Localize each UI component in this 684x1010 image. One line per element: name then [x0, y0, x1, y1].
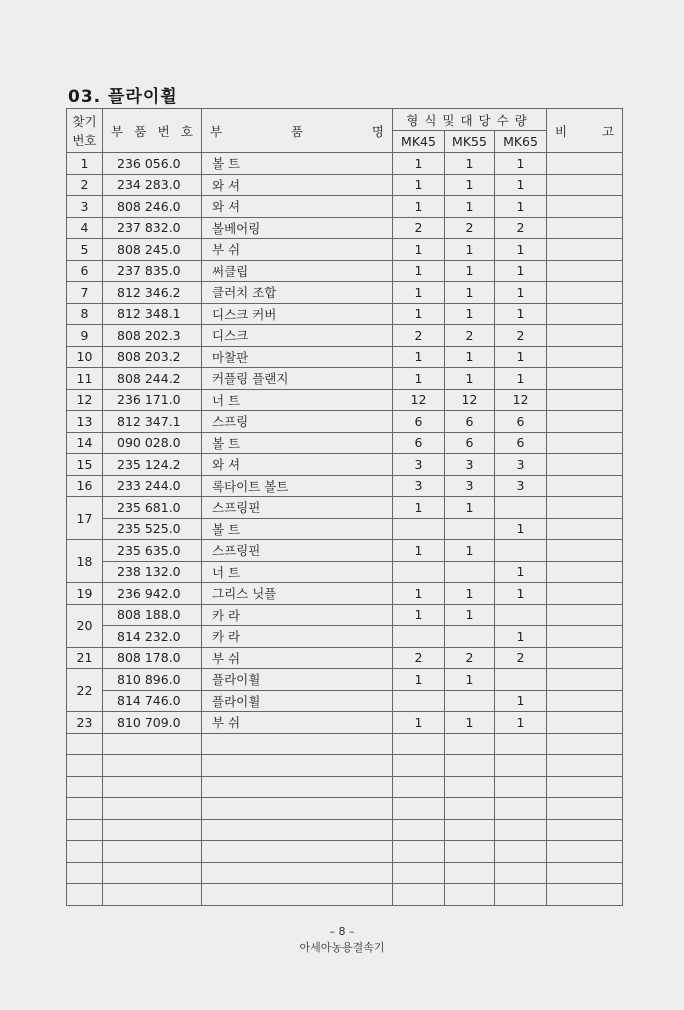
header-model-mk55: MK55: [445, 131, 495, 153]
remark-cell: [547, 325, 623, 347]
header-part-number: 부 품 번 호: [103, 109, 202, 153]
part-number-cell: 235 635.0: [103, 540, 202, 562]
table-row: [67, 454, 623, 476]
blank-cell: [67, 798, 103, 820]
blank-row: [67, 884, 623, 906]
table-row: [67, 389, 623, 411]
qty-mk65-cell: [495, 497, 547, 519]
part-name-cell: 스프링핀: [202, 540, 393, 562]
part-name-cell: 그리스 닛플: [202, 583, 393, 605]
blank-cell: [103, 755, 202, 777]
qty-mk65-cell: 1: [495, 196, 547, 218]
find-number-cell: 20: [67, 604, 103, 647]
blank-cell: [393, 884, 445, 906]
part-number-cell: 234 283.0: [103, 174, 202, 196]
header-find-number-line2: 번호: [72, 132, 97, 148]
remark-cell: [547, 647, 623, 669]
find-number-cell: 18: [67, 540, 103, 583]
blank-cell: [393, 819, 445, 841]
find-number-cell: 11: [67, 368, 103, 390]
qty-mk55-cell: [445, 690, 495, 712]
part-name-cell: 볼 트: [202, 518, 393, 540]
remark-cell: [547, 260, 623, 282]
blank-cell: [547, 755, 623, 777]
table-row: [67, 518, 623, 540]
remark-cell: [547, 540, 623, 562]
qty-mk55-cell: 1: [445, 282, 495, 304]
qty-mk45-cell: 1: [393, 583, 445, 605]
qty-mk55-cell: 1: [445, 604, 495, 626]
blank-row: [67, 841, 623, 863]
qty-mk65-cell: [495, 604, 547, 626]
qty-mk55-cell: 1: [445, 540, 495, 562]
table-row: [67, 604, 623, 626]
remark-cell: [547, 583, 623, 605]
table-row: [67, 475, 623, 497]
find-number-cell: 4: [67, 217, 103, 239]
qty-mk55-cell: [445, 561, 495, 583]
part-number-cell: 812 348.1: [103, 303, 202, 325]
remark-cell: [547, 346, 623, 368]
qty-mk45-cell: 1: [393, 604, 445, 626]
table-row: [67, 497, 623, 519]
part-name-cell: 와 셔: [202, 174, 393, 196]
qty-mk45-cell: 3: [393, 475, 445, 497]
remark-cell: [547, 174, 623, 196]
part-number-cell: 812 346.2: [103, 282, 202, 304]
qty-mk45-cell: 1: [393, 174, 445, 196]
blank-cell: [67, 733, 103, 755]
blank-cell: [393, 733, 445, 755]
qty-mk55-cell: [445, 518, 495, 540]
part-name-cell: 부 쉬: [202, 239, 393, 261]
blank-cell: [103, 733, 202, 755]
blank-cell: [547, 733, 623, 755]
parts-table: [66, 108, 623, 906]
blank-cell: [67, 884, 103, 906]
table-row: [67, 626, 623, 648]
remark-cell: [547, 411, 623, 433]
find-number-cell: 21: [67, 647, 103, 669]
blank-cell: [67, 841, 103, 863]
qty-mk55-cell: 3: [445, 475, 495, 497]
blank-cell: [103, 862, 202, 884]
qty-mk55-cell: 1: [445, 260, 495, 282]
qty-mk65-cell: 1: [495, 303, 547, 325]
header-find-number-line1: 찾기: [72, 113, 97, 129]
table-row: [67, 647, 623, 669]
qty-mk65-cell: 2: [495, 325, 547, 347]
qty-mk65-cell: 1: [495, 368, 547, 390]
table-row: [67, 669, 623, 691]
blank-cell: [495, 819, 547, 841]
part-name-cell: 커플링 플랜지: [202, 368, 393, 390]
remark-cell: [547, 282, 623, 304]
part-number-cell: 808 203.2: [103, 346, 202, 368]
qty-mk65-cell: 3: [495, 475, 547, 497]
blank-cell: [202, 733, 393, 755]
qty-mk65-cell: [495, 669, 547, 691]
table-row: [67, 260, 623, 282]
qty-mk65-cell: 1: [495, 282, 547, 304]
blank-cell: [495, 884, 547, 906]
table-row: [67, 540, 623, 562]
part-name-cell: 너 트: [202, 561, 393, 583]
part-name-cell: 카 라: [202, 604, 393, 626]
qty-mk65-cell: 2: [495, 647, 547, 669]
remark-cell: [547, 217, 623, 239]
table-row: [67, 325, 623, 347]
blank-cell: [393, 841, 445, 863]
find-number-cell: 8: [67, 303, 103, 325]
find-number-cell: 15: [67, 454, 103, 476]
table-row: [67, 153, 623, 175]
qty-mk65-cell: 1: [495, 583, 547, 605]
blank-cell: [445, 733, 495, 755]
part-name-cell: 디스크 커버: [202, 303, 393, 325]
blank-cell: [393, 755, 445, 777]
table-row: [67, 583, 623, 605]
find-number-cell: 19: [67, 583, 103, 605]
blank-cell: [495, 776, 547, 798]
blank-cell: [547, 819, 623, 841]
remark-cell: [547, 626, 623, 648]
blank-row: [67, 819, 623, 841]
part-name-cell: 록타이트 볼트: [202, 475, 393, 497]
part-name-cell: 와 셔: [202, 454, 393, 476]
qty-mk45-cell: [393, 690, 445, 712]
qty-mk55-cell: 1: [445, 346, 495, 368]
header-qty-group: 형식및대당수량: [393, 109, 547, 131]
qty-mk45-cell: 1: [393, 497, 445, 519]
blank-row: [67, 776, 623, 798]
qty-mk55-cell: 1: [445, 497, 495, 519]
table-row: [67, 432, 623, 454]
parts-table-body: [67, 153, 623, 906]
header-model-mk45: MK45: [393, 131, 445, 153]
part-name-cell: 마찰판: [202, 346, 393, 368]
part-number-cell: 808 246.0: [103, 196, 202, 218]
blank-cell: [547, 798, 623, 820]
table-row: [67, 690, 623, 712]
qty-mk45-cell: 1: [393, 239, 445, 261]
qty-mk65-cell: 2: [495, 217, 547, 239]
qty-mk65-cell: 1: [495, 260, 547, 282]
blank-cell: [495, 733, 547, 755]
find-number-cell: 17: [67, 497, 103, 540]
blank-row: [67, 862, 623, 884]
blank-cell: [445, 862, 495, 884]
blank-cell: [103, 798, 202, 820]
qty-mk65-cell: 3: [495, 454, 547, 476]
blank-cell: [393, 862, 445, 884]
find-number-cell: 22: [67, 669, 103, 712]
qty-mk55-cell: 1: [445, 583, 495, 605]
blank-cell: [547, 841, 623, 863]
table-row: [67, 217, 623, 239]
qty-mk45-cell: 1: [393, 712, 445, 734]
qty-mk45-cell: [393, 626, 445, 648]
part-number-cell: 808 178.0: [103, 647, 202, 669]
blank-cell: [103, 819, 202, 841]
blank-cell: [202, 798, 393, 820]
blank-cell: [202, 862, 393, 884]
qty-mk55-cell: 1: [445, 196, 495, 218]
find-number-cell: 9: [67, 325, 103, 347]
part-number-cell: 235 681.0: [103, 497, 202, 519]
find-number-cell: 6: [67, 260, 103, 282]
remark-cell: [547, 239, 623, 261]
part-name-cell: 써클립: [202, 260, 393, 282]
part-number-cell: 808 245.0: [103, 239, 202, 261]
qty-mk65-cell: 1: [495, 712, 547, 734]
qty-mk45-cell: 1: [393, 153, 445, 175]
qty-mk45-cell: 12: [393, 389, 445, 411]
part-name-cell: 디스크: [202, 325, 393, 347]
qty-mk45-cell: 1: [393, 282, 445, 304]
qty-mk55-cell: 1: [445, 174, 495, 196]
part-number-cell: 808 188.0: [103, 604, 202, 626]
remark-cell: [547, 475, 623, 497]
remark-cell: [547, 432, 623, 454]
table-row: [67, 282, 623, 304]
part-number-cell: 235 124.2: [103, 454, 202, 476]
part-name-cell: 카 라: [202, 626, 393, 648]
find-number-cell: 3: [67, 196, 103, 218]
find-number-cell: 7: [67, 282, 103, 304]
find-number-cell: 2: [67, 174, 103, 196]
part-name-cell: 스프링핀: [202, 497, 393, 519]
blank-cell: [202, 819, 393, 841]
part-number-cell: 233 244.0: [103, 475, 202, 497]
find-number-cell: 23: [67, 712, 103, 734]
qty-mk65-cell: 1: [495, 561, 547, 583]
part-number-cell: 812 347.1: [103, 411, 202, 433]
remark-cell: [547, 561, 623, 583]
part-number-cell: 237 832.0: [103, 217, 202, 239]
blank-cell: [202, 884, 393, 906]
qty-mk65-cell: 1: [495, 174, 547, 196]
remark-cell: [547, 153, 623, 175]
qty-mk45-cell: 1: [393, 196, 445, 218]
blank-cell: [445, 819, 495, 841]
part-name-cell: 부 쉬: [202, 647, 393, 669]
part-name-cell: 너 트: [202, 389, 393, 411]
header-part-name: 부 품 명: [202, 109, 393, 153]
qty-mk45-cell: 6: [393, 411, 445, 433]
qty-mk45-cell: 2: [393, 217, 445, 239]
qty-mk55-cell: 6: [445, 411, 495, 433]
find-number-cell: 13: [67, 411, 103, 433]
qty-mk55-cell: 3: [445, 454, 495, 476]
part-number-cell: 236 942.0: [103, 583, 202, 605]
blank-row: [67, 755, 623, 777]
qty-mk55-cell: 1: [445, 712, 495, 734]
blank-row: [67, 798, 623, 820]
header-find-number: [67, 109, 103, 153]
qty-mk55-cell: 1: [445, 368, 495, 390]
qty-mk55-cell: 6: [445, 432, 495, 454]
blank-cell: [445, 798, 495, 820]
table-row: [67, 346, 623, 368]
qty-mk65-cell: 1: [495, 690, 547, 712]
blank-cell: [495, 798, 547, 820]
qty-mk45-cell: 1: [393, 260, 445, 282]
blank-cell: [67, 755, 103, 777]
qty-mk65-cell: 1: [495, 346, 547, 368]
qty-mk65-cell: 6: [495, 411, 547, 433]
qty-mk65-cell: 1: [495, 153, 547, 175]
blank-cell: [103, 841, 202, 863]
table-row: [67, 303, 623, 325]
remark-cell: [547, 368, 623, 390]
qty-mk55-cell: 1: [445, 153, 495, 175]
remark-cell: [547, 690, 623, 712]
part-number-cell: 810 896.0: [103, 669, 202, 691]
part-name-cell: 볼베어링: [202, 217, 393, 239]
table-row: [67, 368, 623, 390]
qty-mk45-cell: [393, 518, 445, 540]
blank-cell: [495, 862, 547, 884]
qty-mk55-cell: 1: [445, 303, 495, 325]
table-row: [67, 239, 623, 261]
header-model-mk65: MK65: [495, 131, 547, 153]
part-number-cell: 090 028.0: [103, 432, 202, 454]
blank-cell: [445, 884, 495, 906]
blank-cell: [202, 776, 393, 798]
qty-mk45-cell: 1: [393, 540, 445, 562]
part-number-cell: 808 202.3: [103, 325, 202, 347]
qty-mk65-cell: 12: [495, 389, 547, 411]
part-name-cell: 플라이휠: [202, 690, 393, 712]
blank-cell: [103, 776, 202, 798]
remark-cell: [547, 497, 623, 519]
part-name-cell: 볼 트: [202, 153, 393, 175]
find-number-cell: 5: [67, 239, 103, 261]
table-row: [67, 411, 623, 433]
blank-cell: [67, 776, 103, 798]
qty-mk65-cell: 1: [495, 518, 547, 540]
part-number-cell: 237 835.0: [103, 260, 202, 282]
company-name: 아세아농용결속기: [299, 941, 385, 954]
blank-cell: [393, 776, 445, 798]
blank-cell: [202, 841, 393, 863]
blank-cell: [202, 755, 393, 777]
blank-cell: [103, 884, 202, 906]
remark-cell: [547, 604, 623, 626]
qty-mk55-cell: 2: [445, 217, 495, 239]
remark-cell: [547, 303, 623, 325]
page-number: – 8 –: [329, 925, 355, 938]
qty-mk45-cell: 1: [393, 346, 445, 368]
part-number-cell: 235 525.0: [103, 518, 202, 540]
part-name-cell: 부 쉬: [202, 712, 393, 734]
qty-mk45-cell: 2: [393, 647, 445, 669]
find-number-cell: 16: [67, 475, 103, 497]
qty-mk45-cell: 1: [393, 303, 445, 325]
blank-cell: [495, 841, 547, 863]
blank-cell: [445, 776, 495, 798]
remark-cell: [547, 196, 623, 218]
part-name-cell: 클러치 조합: [202, 282, 393, 304]
qty-mk45-cell: 6: [393, 432, 445, 454]
blank-cell: [67, 819, 103, 841]
qty-mk65-cell: 1: [495, 239, 547, 261]
table-row: [67, 196, 623, 218]
header-remark: 비 고: [547, 109, 623, 153]
part-name-cell: 와 셔: [202, 196, 393, 218]
find-number-cell: 1: [67, 153, 103, 175]
qty-mk65-cell: 1: [495, 626, 547, 648]
qty-mk65-cell: [495, 540, 547, 562]
blank-row: [67, 733, 623, 755]
blank-cell: [445, 841, 495, 863]
blank-cell: [547, 862, 623, 884]
part-number-cell: 808 244.2: [103, 368, 202, 390]
remark-cell: [547, 712, 623, 734]
blank-cell: [495, 755, 547, 777]
qty-mk65-cell: 6: [495, 432, 547, 454]
qty-mk55-cell: 1: [445, 239, 495, 261]
qty-mk55-cell: 2: [445, 647, 495, 669]
part-number-cell: 810 709.0: [103, 712, 202, 734]
table-row: [67, 174, 623, 196]
qty-mk45-cell: 2: [393, 325, 445, 347]
remark-cell: [547, 669, 623, 691]
blank-cell: [393, 798, 445, 820]
blank-cell: [445, 755, 495, 777]
part-number-cell: 814 232.0: [103, 626, 202, 648]
qty-mk55-cell: 2: [445, 325, 495, 347]
find-number-cell: 14: [67, 432, 103, 454]
qty-mk45-cell: [393, 561, 445, 583]
qty-mk45-cell: 3: [393, 454, 445, 476]
qty-mk45-cell: 1: [393, 368, 445, 390]
table-row: [67, 712, 623, 734]
part-name-cell: 플라이휠: [202, 669, 393, 691]
blank-cell: [547, 776, 623, 798]
part-number-cell: 814 746.0: [103, 690, 202, 712]
qty-mk45-cell: 1: [393, 669, 445, 691]
remark-cell: [547, 518, 623, 540]
part-name-cell: 스프링: [202, 411, 393, 433]
blank-cell: [67, 862, 103, 884]
qty-mk55-cell: 12: [445, 389, 495, 411]
find-number-cell: 12: [67, 389, 103, 411]
part-name-cell: 볼 트: [202, 432, 393, 454]
page-title: 03. 플라이휠: [68, 87, 178, 107]
blank-cell: [547, 884, 623, 906]
find-number-cell: 10: [67, 346, 103, 368]
part-number-cell: 236 056.0: [103, 153, 202, 175]
remark-cell: [547, 454, 623, 476]
qty-mk55-cell: 1: [445, 669, 495, 691]
table-row: [67, 561, 623, 583]
remark-cell: [547, 389, 623, 411]
part-number-cell: 236 171.0: [103, 389, 202, 411]
qty-mk55-cell: [445, 626, 495, 648]
part-number-cell: 238 132.0: [103, 561, 202, 583]
footer: [0, 924, 684, 956]
